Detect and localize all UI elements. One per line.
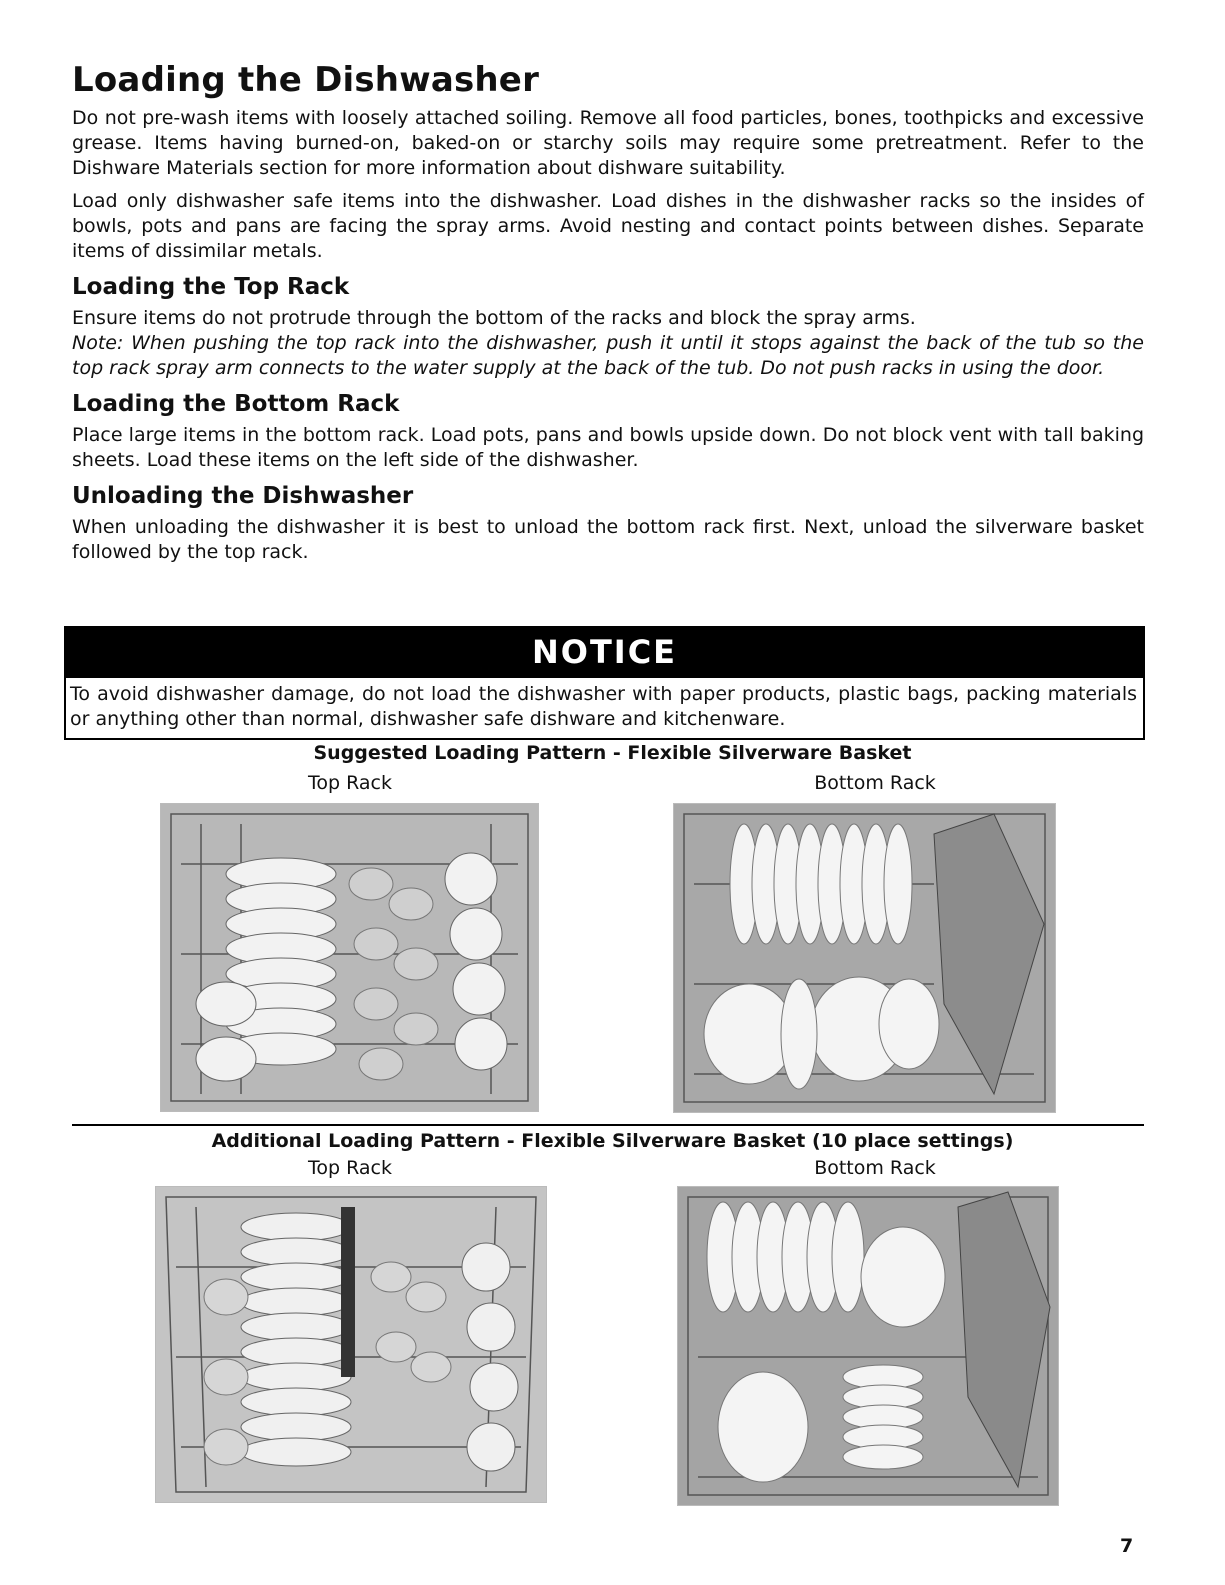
intro-paragraph-2: Load only dishwasher safe items into the dishwasher. Load dishes in the dishwasher racks so the insides of bowls, pots and pans are facing the spray arms. Avoid nesting and contact points between dishes. Separate items of dissimilar metals.	[72, 190, 1144, 262]
pattern2-bottom-rack-label: Bottom Rack	[814, 1157, 936, 1179]
top-rack-heading: Loading the Top Rack	[72, 274, 350, 300]
unloading-heading: Unloading the Dishwasher	[72, 483, 414, 509]
top-rack-text: Ensure items do not protrude through the bottom of the racks and block the spray arms.	[72, 307, 916, 329]
document-body	[72, 60, 1144, 573]
top-rack-photo-2	[155, 1186, 547, 1503]
notice-label: NOTICE	[64, 626, 1145, 678]
unloading-text: When unloading the dishwasher it is best to unload the bottom rack first. Next, unload the silverware basket followed by the top rack.	[72, 516, 1144, 563]
pattern2-caption: Additional Loading Pattern - Flexible Silverware Basket (10 place settings)	[211, 1130, 1014, 1152]
notice-panel	[64, 626, 1145, 740]
pattern1-top-rack-label: Top Rack	[308, 772, 392, 794]
pattern1-caption: Suggested Loading Pattern - Flexible Silverware Basket	[313, 742, 912, 764]
bottom-rack-photo-1	[673, 803, 1056, 1113]
notice-text: To avoid dishwasher damage, do not load the dishwasher with paper products, plastic bags, packing materials or anything other than normal, dishwasher safe dishware and kitchenware.	[64, 678, 1145, 740]
bottom-rack-text: Place large items in the bottom rack. Load pots, pans and bowls upside down. Do not block vent with tall baking sheets. Load these items on the left side of the dishwasher.	[72, 424, 1144, 471]
section-divider	[72, 1124, 1144, 1126]
page-title: Loading the Dishwasher	[72, 60, 540, 100]
page-number: 7	[1120, 1535, 1134, 1557]
bottom-rack-heading: Loading the Bottom Rack	[72, 391, 400, 417]
intro-paragraph-1: Do not pre-wash items with loosely attached soiling. Remove all food particles, bones, toothpicks and excessive grease. Items having burned-on, baked-on or starchy soils may require some pretreatment. Refer to the Dishware Materials section for more information about dishware suitability.	[72, 107, 1144, 179]
pattern2-top-rack-label: Top Rack	[308, 1157, 392, 1179]
top-rack-photo-1	[160, 803, 539, 1112]
top-rack-note: Note: When pushing the top rack into the dishwasher, push it until it stops against the back of the tub so the top rack spray arm connects to the water supply at the back of the tub. Do not push racks in using the door.	[72, 332, 1144, 379]
bottom-rack-photo-2	[677, 1186, 1059, 1506]
pattern1-bottom-rack-label: Bottom Rack	[814, 772, 936, 794]
